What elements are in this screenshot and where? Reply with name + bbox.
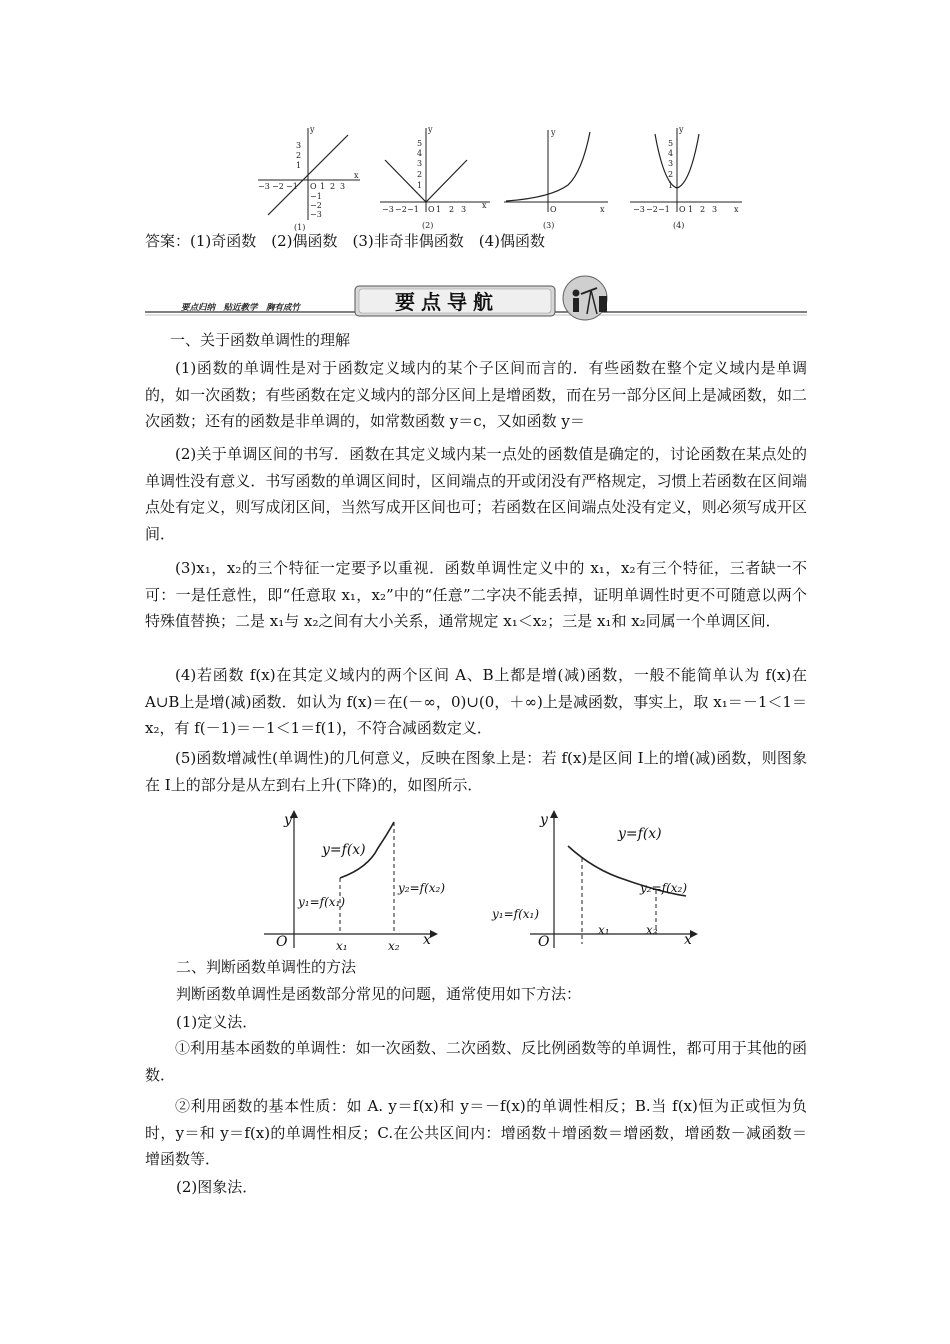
left-x-axis-label: x [423,932,431,948]
g4-tick: 1 [668,181,674,190]
g4-tick: O [679,205,686,214]
method-1-item-1: ①利用基本函数的单调性：如一次函数、二次函数、反比例函数等的单调性，都可用于其他的函数． [145,1039,807,1084]
banner-title: 要点导航 [395,290,499,314]
g2-tick: 3 [461,205,467,214]
g1-tick: −1 [286,182,298,191]
top-graphs [250,120,750,232]
g4-tick: 3 [712,205,718,214]
g1-y-axis-label: y [310,125,315,134]
g1-tick: O [310,182,317,191]
g2-tick: 1 [417,181,423,190]
section1-paragraph-3: (3)x₁，x₂的三个特征一定要予以重视．函数单调性定义中的 x₁，x₂有三个特征，三者缺一不可：一是任意性，即“任意取 x₁，x₂”中的“任意”二字决不能丢掉，证明单调性时更不可随意以两个特殊值替换；二是 x₁与 x₂之间有大小关系，通常规定 x₁＜x₂；三是 x₁和 x₂同属一个单调区间． [145,559,807,630]
right-curve-label: y=f(x) [618,826,662,842]
section1-paragraph-2: (2)关于单调区间的书写．函数在其定义域内某一点处的函数值是确定的，讨论函数在某点处的单调性没有意义．书写函数的单调区间时，区间端点的开或闭没有严格规定，习惯上若函数在区间端点处有定义，则写成闭区间，当然写成开区间也可；若函数在区间端点处没有定义，则必须写成开区间． [145,445,807,543]
method-2-title: (2)图象法． [176,1178,258,1196]
g2-y-axis-label: y [428,125,433,134]
g2-caption: (2) [422,221,434,230]
left-y-axis-label: y [284,812,292,828]
g2-tick: 3 [417,159,423,168]
g4-tick: 4 [668,149,674,158]
banner-subtitle: 要点归纳 贴近教学 胸有成竹 [181,303,301,313]
g2-tick: 2 [449,205,455,214]
graph-1 [258,125,360,232]
g1-tick: 2 [330,182,336,191]
g1-tick: −3 [310,210,322,219]
g4-caption: (4) [673,221,685,230]
increasing-graph [258,808,446,953]
g2-tick: −2 [395,205,407,214]
g4-tick: 2 [700,205,706,214]
g3-caption: (3) [543,221,555,230]
right-x1-label: x₁ [598,923,610,937]
g1-tick: 2 [296,151,302,160]
left-y1-label: y₁=f(x₁) [298,895,346,909]
right-x2-label: x₂ [646,923,658,937]
graph-4 [630,125,742,230]
g1-tick: 1 [296,161,302,170]
left-y2-label: y₂=f(x₂) [398,881,446,895]
g1-caption: (1) [294,223,306,232]
g2-tick: 4 [417,149,423,158]
g3-y-axis-label: y [551,128,556,137]
right-y-axis-label: y [540,812,548,828]
section2-heading: 二、判断函数单调性的方法 [176,958,357,976]
g4-tick: 1 [688,205,694,214]
decreasing-graph [490,808,710,952]
section1-paragraph-4: (4)若函数 f(x)在其定义域内的两个区间 A、B上都是增(减)函数，一般不能简单认为 f(x)在 A∪B上是增(减)函数．如认为 f(x)＝在(－∞，0)∪(0，＋∞)上是减函数，事实上，取 x₁＝－1＜1＝x₂，有 f(－1)＝－1＜1＝f(1)，不符合减函数定义． [145,666,807,737]
g1-tick: 3 [296,141,302,150]
g2-tick: 1 [436,205,442,214]
g3-origin: O [550,205,557,214]
left-x2-label: x₂ [388,939,400,953]
section2-intro: 判断函数单调性是函数部分常见的问题，通常使用如下方法： [176,985,582,1003]
g1-tick: −2 [272,182,284,191]
g1-tick: −1 [310,192,322,201]
left-origin: O [276,934,288,950]
g4-tick: 2 [668,170,674,179]
g1-tick: −2 [310,201,322,210]
g2-tick: 2 [417,170,423,179]
right-x-axis-label: x [684,932,692,948]
graph-3 [504,128,608,230]
g4-tick: 3 [668,159,674,168]
method-1-item-2: ②利用函数的基本性质：如 A. y＝f(x)和 y＝－f(x)的单调性相反；B.当 f(x)恒为正或恒为负时，y＝和 y＝f(x)的单调性相反；C.在公共区间内：增函数＋增函数＝增函数，增函数－减函数＝增函数等． [145,1097,807,1168]
g1-tick: 3 [340,182,346,191]
method-1-title: (1)定义法． [176,1013,258,1031]
right-origin: O [538,934,550,950]
g2-tick: −3 [382,205,394,214]
answer-line: 答案：(1)奇函数 (2)偶函数 (3)非奇非偶函数 (4)偶函数 [145,232,545,250]
g4-tick: −3 [633,205,645,214]
g1-tick: 1 [320,182,326,191]
g4-tick: −1 [658,205,670,214]
right-y1-label: y₁=f(x₁) [492,907,540,921]
g4-x-axis-label: x [734,205,739,214]
g2-tick: −1 [407,205,419,214]
left-curve-label: y=f(x) [322,842,366,858]
g2-x-axis-label: x [482,201,487,210]
g2-tick: O [428,205,435,214]
g3-x-axis-label: x [600,205,605,214]
g1-x-axis-label: x [354,171,359,180]
g1-tick: −3 [258,182,270,191]
g4-tick: 5 [668,139,674,148]
g4-y-axis-label: y [679,125,684,134]
right-y2-label: y₂=f(x₂) [640,881,688,895]
section1-paragraph-1: (1)函数的单调性是对于函数定义域内的某个子区间而言的．有些函数在整个定义域内是单调的，如一次函数；有些函数在定义域内的部分区间上是增函数，而在另一部分区间上是减函数，如二次函数；还有的函数是非单调的，如常数函数 y＝c，又如函数 y＝ [145,359,807,430]
g4-tick: −2 [646,205,658,214]
left-x1-label: x₁ [336,939,348,953]
g2-tick: 5 [417,139,423,148]
section1-heading: 一、关于函数单调性的理解 [170,331,351,349]
graph-2 [380,125,490,230]
section1-paragraph-5: (5)函数增减性(单调性)的几何意义，反映在图象上是：若 f(x)是区间 I上的增(减)函数，则图象在 I上的部分是从左到右上升(下降)的，如图所示． [145,749,807,794]
section-banner [145,276,807,320]
